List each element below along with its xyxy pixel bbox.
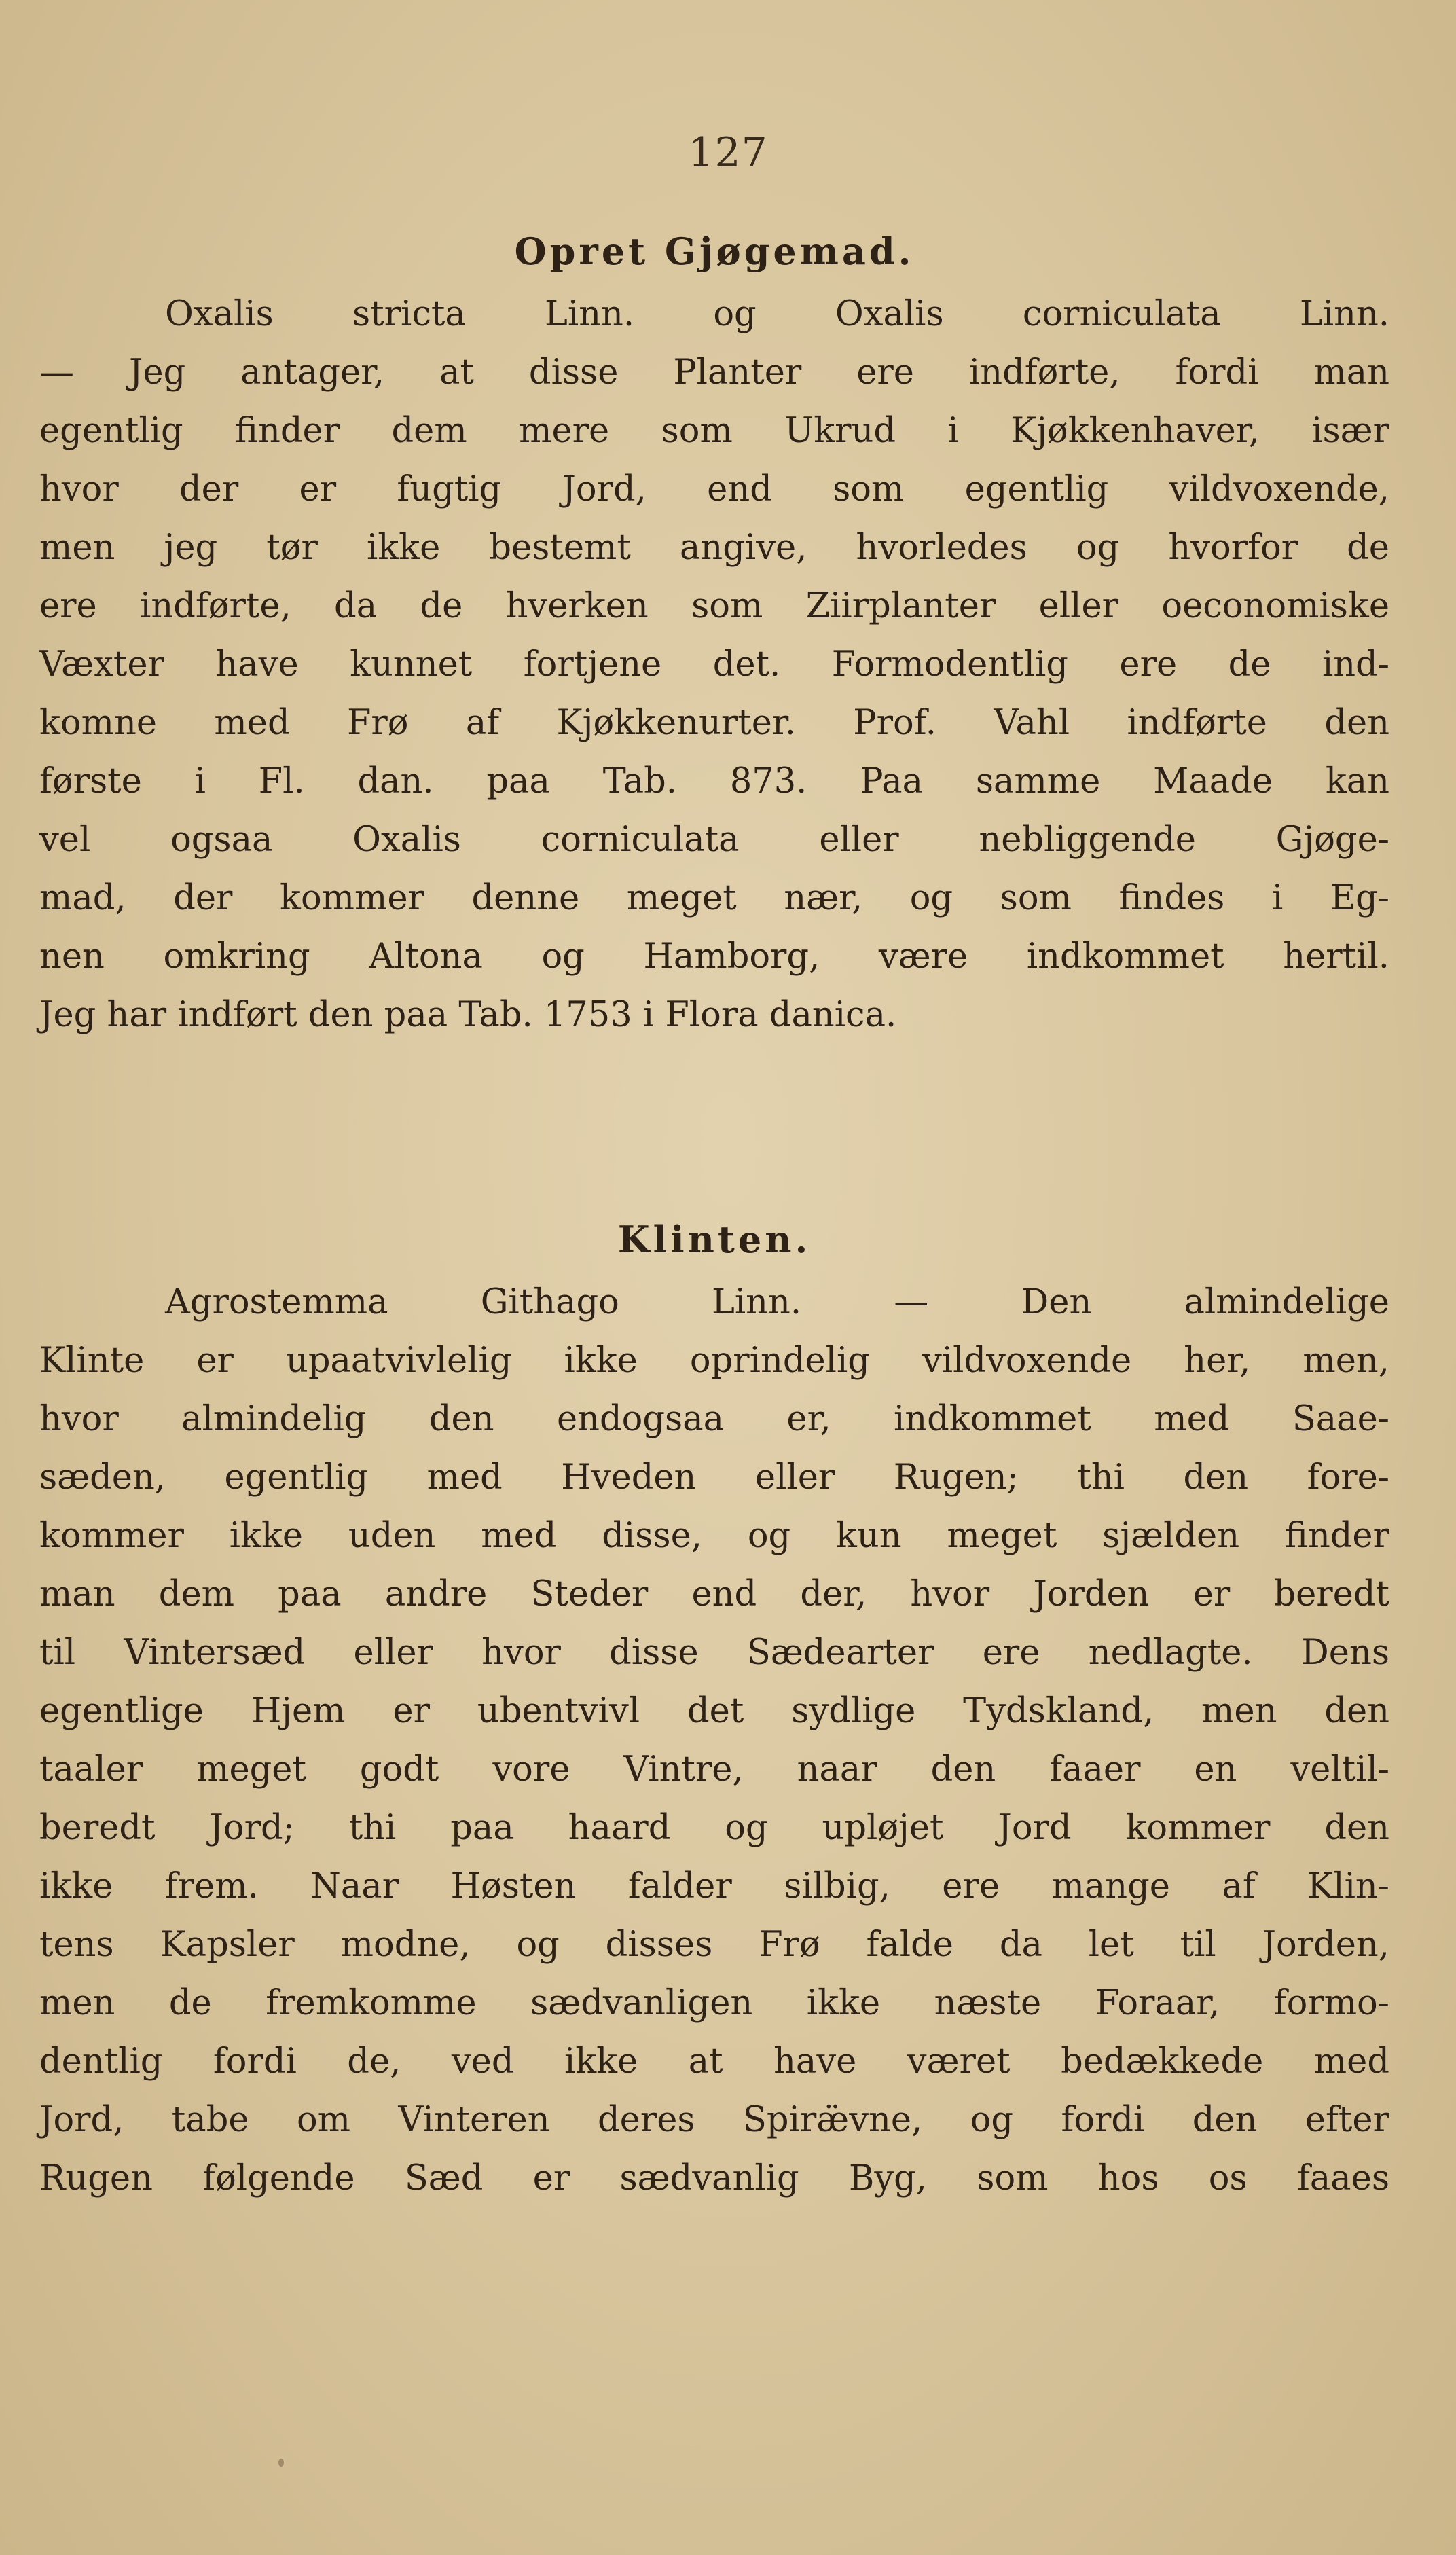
text-line: beredt Jord; thi paa haard og upløjet Jord kommer den: [39, 1808, 1389, 1848]
text-line: Jeg har indført den paa Tab. 1753 i Flora danica.: [39, 995, 897, 1035]
text-line: man dem paa andre Steder end der, hvor Jorden er beredt: [39, 1574, 1389, 1614]
text-line: til Vintersæd eller hvor disse Sædearter ere nedlagte. Dens: [39, 1633, 1389, 1673]
text-line: hvor der er fugtig Jord, end som egentlig vildvoxende,: [39, 469, 1389, 509]
text-line: men de fremkomme sædvanligen ikke næste Foraar, formo-: [39, 1983, 1389, 2023]
text-line: ikke frem. Naar Høsten falder silbig, ere mange af Klin-: [39, 1866, 1389, 1906]
section-gjoegemad: [39, 224, 1389, 1045]
paper-speck: [278, 2459, 284, 2467]
text-line: egentlige Hjem er ubentvivl det sydlige Tydskland, men den: [39, 1691, 1389, 1731]
text-line: ere indførte, da de hverken som Ziirplanter eller oeconomiske: [39, 586, 1389, 626]
page-number: 127: [688, 129, 768, 177]
text-line: Agrostemma Githago Linn. — Den almindelige: [165, 1282, 1389, 1322]
text-line: Oxalis stricta Linn. og Oxalis corniculata Linn.: [165, 294, 1389, 334]
text-line: Klinte er upaatvivlelig ikke oprindelig vildvoxende her, men,: [39, 1341, 1389, 1381]
text-line: mad, der kommer denne meget nær, og som findes i Eg-: [39, 878, 1389, 918]
text-line: dentlig fordi de, ved ikke at have været bedækkede med: [39, 2042, 1389, 2082]
text-line: men jeg tør ikke bestemt angive, hvorledes og hvorfor de: [39, 528, 1389, 568]
text-line: tens Kapsler modne, og disses Frø falde da let til Jorden,: [39, 1925, 1389, 1965]
text-line: taaler meget godt vore Vintre, naar den faaer en veltil-: [39, 1750, 1389, 1790]
text-line: vel ogsaa Oxalis corniculata eller nebliggende Gjøge-: [39, 820, 1389, 860]
text-line: Væxter have kunnet fortjene det. Formodentlig ere de ind-: [39, 645, 1389, 685]
text-line: nen omkring Altona og Hamborg, være indkommet hertil.: [39, 937, 1389, 977]
section-klinten: [39, 1212, 1389, 2208]
text-line: egentlig finder dem mere som Ukrud i Kjøkkenhaver, især: [39, 411, 1389, 451]
section-heading: Klinten.: [617, 1218, 812, 1261]
text-line: Rugen følgende Sæd er sædvanlig Byg, som hos os faaes: [39, 2158, 1389, 2198]
text-line: sæden, egentlig med Hveden eller Rugen; thi den fore-: [39, 1457, 1389, 1498]
text-line: komne med Frø af Kjøkkenurter. Prof. Vahl indførte den: [39, 703, 1389, 743]
text-line: kommer ikke uden med disse, og kun meget sjælden finder: [39, 1516, 1389, 1556]
text-line: — Jeg antager, at disse Planter ere indførte, fordi man: [39, 352, 1389, 393]
text-line: første i Fl. dan. paa Tab. 873. Paa samme Maade kan: [39, 761, 1389, 801]
text-line: Jord, tabe om Vinteren deres Spiræ̈vne, og fordi den efter: [39, 2100, 1389, 2140]
section-heading: Opret Gjøgemad.: [514, 230, 915, 273]
text-line: hvor almindelig den endogsaa er, indkommet med Saae-: [39, 1399, 1389, 1439]
